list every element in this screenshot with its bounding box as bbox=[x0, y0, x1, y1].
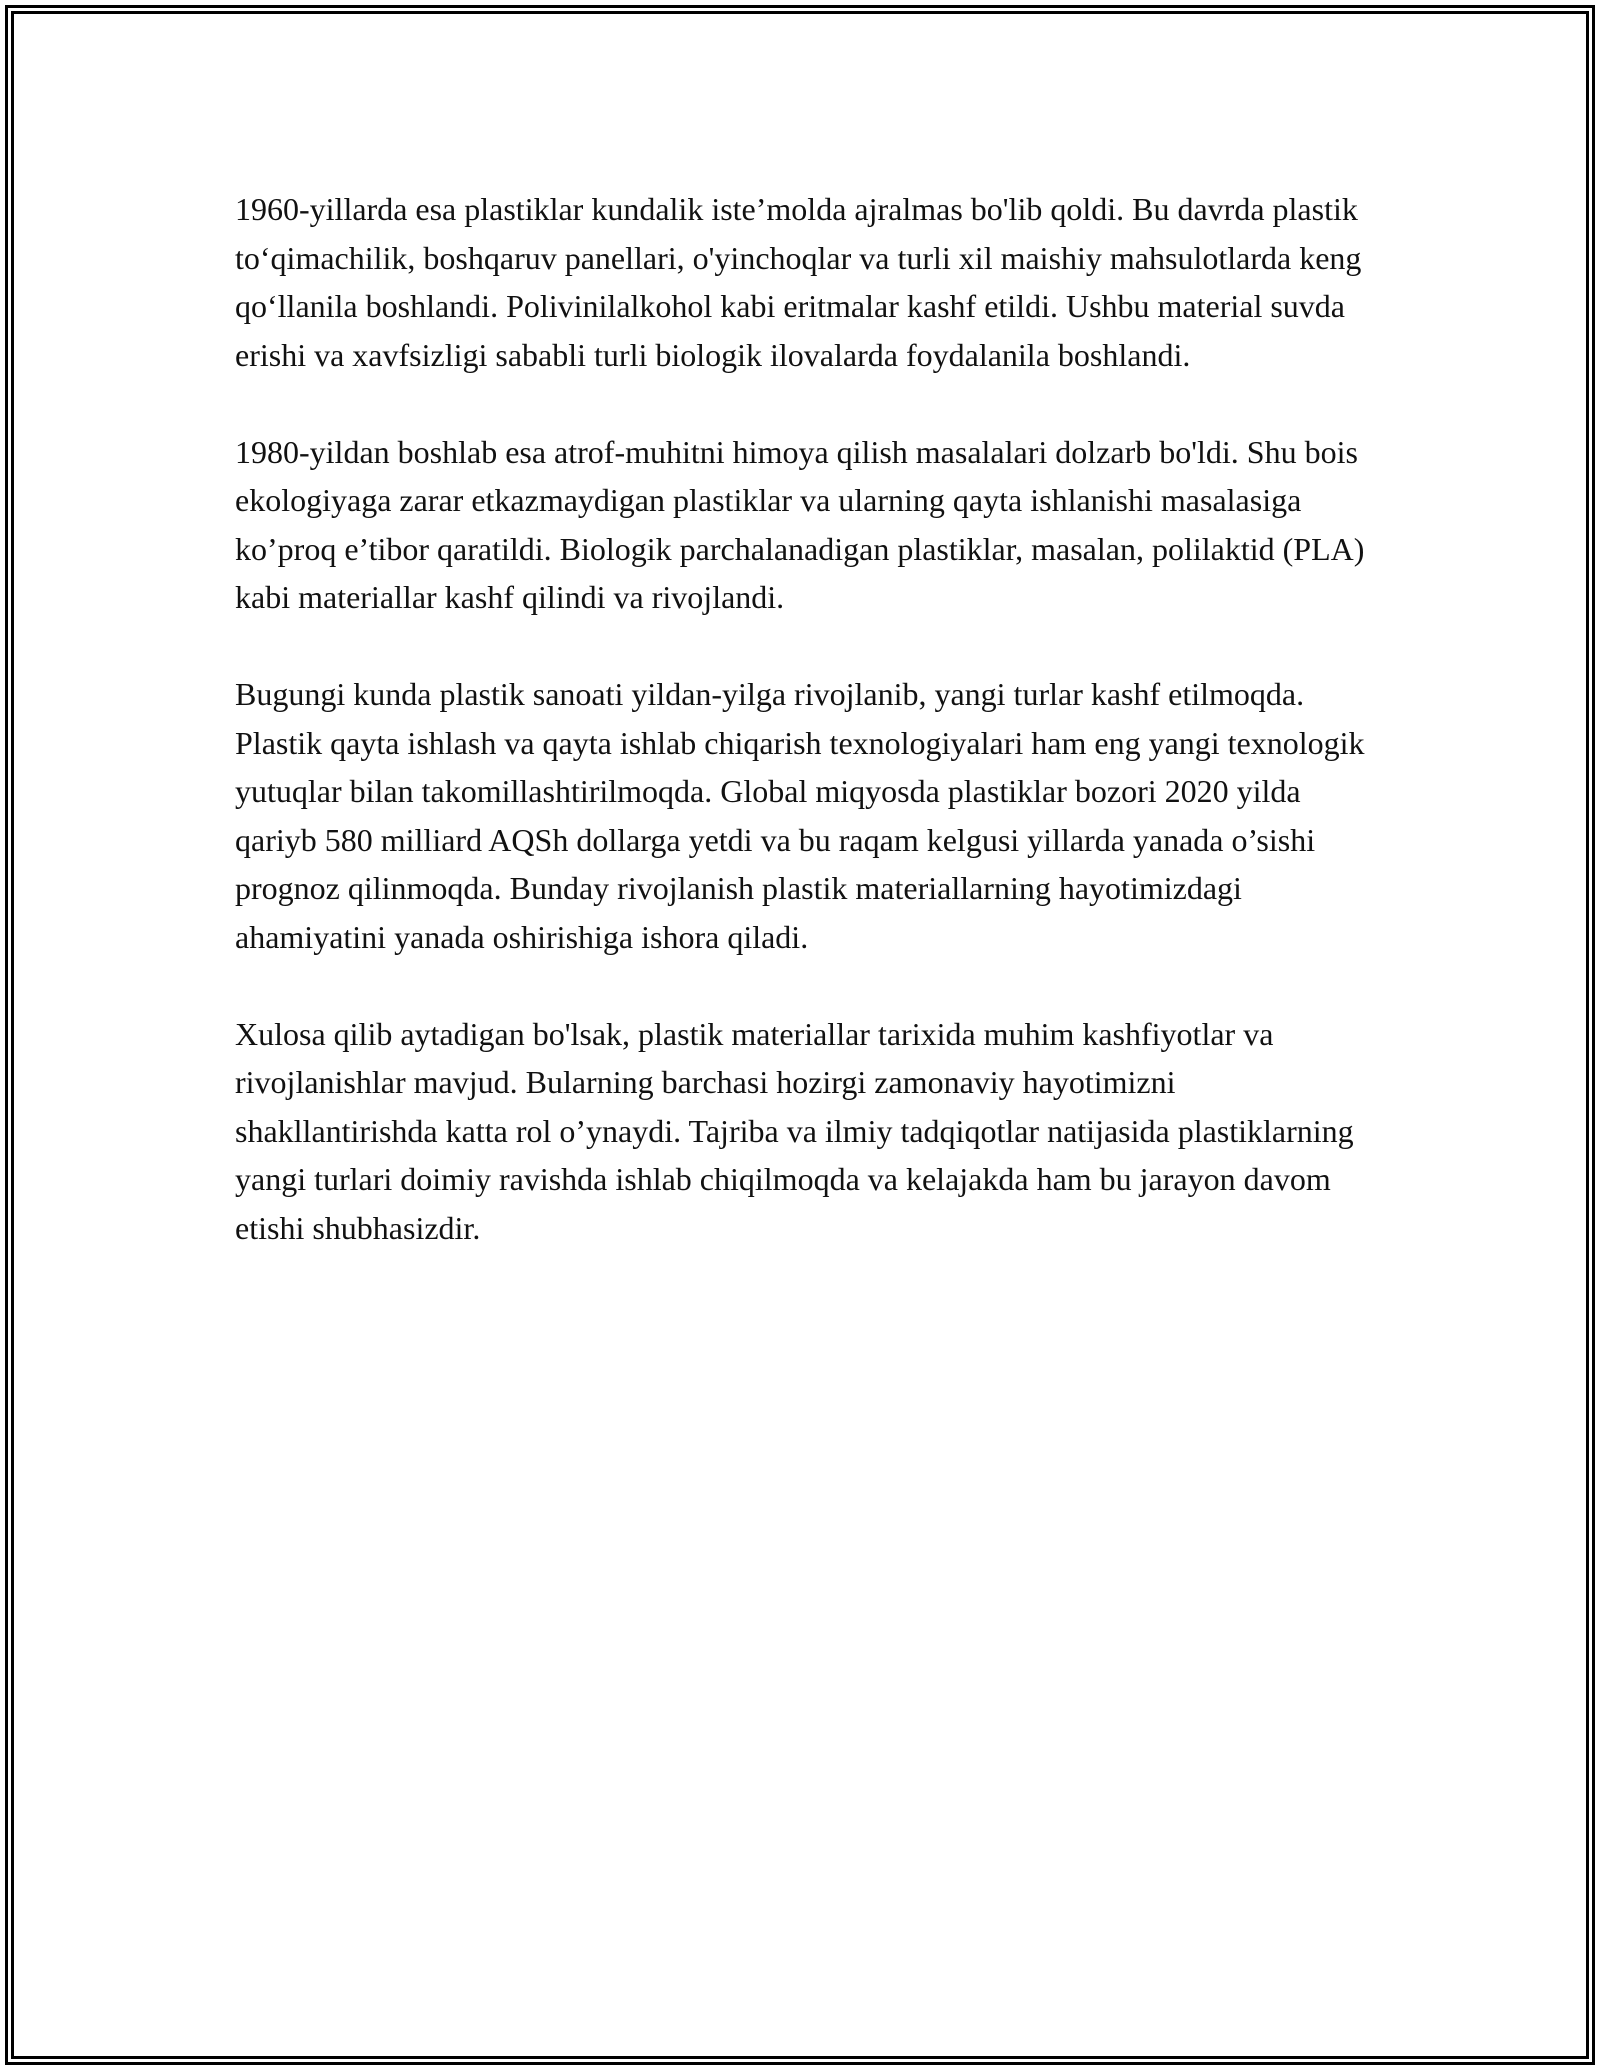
paragraph-1980s: 1980-yildan boshlab esa atrof-muhitni himoya qilish masalalari dolzarb bo'ldi. Shu bois ekologiyaga zarar etkazmaydigan plastiklar va ularning qayta ishlanishi masalasiga ko’proq e’tibor qaratildi. Biologik parchalanadigan plastiklar, masalan, polilaktid (PLA) kabi materiallar kashf qilindi va rivojlandi. bbox=[235, 433, 1365, 615]
paragraph-today: Bugungi kunda plastik sanoati yildan-yilga rivojlanib, yangi turlar kashf etilmoqda. Plastik qayta ishlash va qayta ishlab chiqarish texnologiyalari ham eng yangi texnologik yutuqlar bilan takomillashtirilmoqda. Global miqyosda plastiklar bozori 2020 yilda qariyb 580 milliard AQSh dollarga yetdi va bu raqam kelgusi yillarda yanada o’sishi prognoz qilinmoqda. Bunday rivojlanish plastik materiallarning hayotimizdagi ahamiyatini yanada oshirishiga ishora qiladi. bbox=[235, 676, 1365, 955]
document-body bbox=[235, 185, 1365, 1252]
paragraph-conclusion: Xulosa qilib aytadigan bo'lsak, plastik materiallar tarixida muhim kashfiyotlar va rivojlanishlar mavjud. Bularning barchasi hozirgi zamonaviy hayotimizni shakllantirishda katta rol o’ynaydi. Tajriba va ilmiy tadqiqotlar natijasida plastiklarning yangi turlari doimiy ravishda ishlab chiqilmoqda va kelajakda ham bu jarayon davom etishi shubhasizdir. bbox=[235, 1015, 1354, 1246]
paragraph-1960s: 1960-yillarda esa plastiklar kundalik iste’molda ajralmas bo'lib qoldi. Bu davrda plastik to‘qimachilik, boshqaruv panellari, o'yinchoqlar va turli xil maishiy mahsulotlarda keng qo‘llanila boshlandi. Polivinilalkohol kabi eritmalar kashf etildi. Ushbu material suvda erishi va xavfsizligi sababli turli biologik ilovalarda foydalanila boshlandi. bbox=[235, 191, 1362, 373]
